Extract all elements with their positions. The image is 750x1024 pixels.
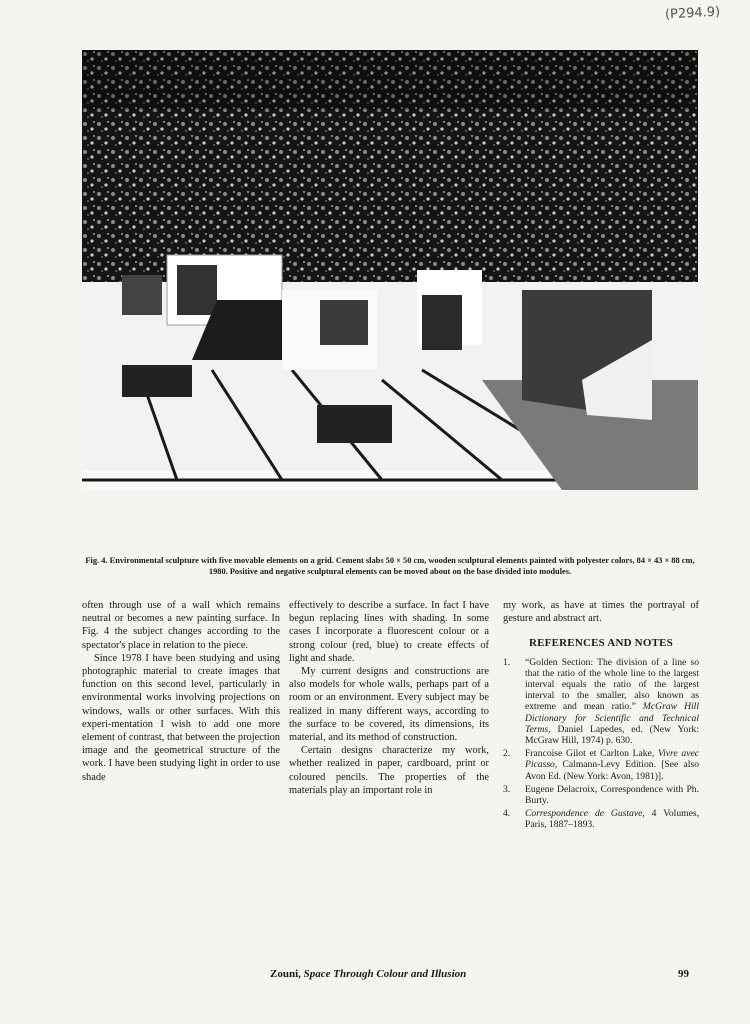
body-column-3 <box>503 599 699 833</box>
body-column-2 <box>289 599 489 797</box>
reference-number: 2. <box>503 748 511 760</box>
reference-text: Eugene Delacroix, Correspondence with Ph. Burty. <box>525 783 699 807</box>
paragraph: effectively to describe a surface. In fact I have begun replacing lines with shading. In some cases I incorporate a fluorescent colour or a strong colour (red, blue) to create effects of light and shade. <box>289 600 489 664</box>
paragraph: often through use of a wall which remains neutral or becomes a new painting surface. In Fig. 4 the subject changes according to the spectator's place in relation to the piece. <box>82 600 280 651</box>
reference-number: 3. <box>503 783 511 795</box>
body-column-1 <box>82 599 280 784</box>
reference-item <box>503 748 699 782</box>
paragraph: Certain designs characterize my work, whether realized in paper, cardboard, print or coloured pencils. The properties of the materials play an important role in <box>289 745 489 796</box>
footer-title: Space Through Colour and Illusion <box>303 968 467 980</box>
footer-author: Zouni, <box>270 968 301 980</box>
sculpture-photograph <box>82 50 698 490</box>
paragraph: Since 1978 I have been studying and using photographic material to create images that function on this second level, particularly in environmental works involving projections on windows, walls or other surfaces. With this experi-mentation I wish to add one more element of contrast, that between the projection image and the geometrical structure of the work. I have been studying light in order to use shade <box>82 652 280 783</box>
running-footer <box>270 968 466 980</box>
reference-item <box>503 657 699 747</box>
reference-text: “Golden Section: The division of a line so that the ratio of the whole line to the largest interval equals the ratio of the largest interval to the smaller, also known as extreme and mean ratio.” McGraw Hill Dictionary for Scientific and Technical Terms, Daniel Lapedes, ed. (New York: McGraw Hill, 1974) p. 630. <box>525 656 699 747</box>
figure-caption: Fig. 4. Environmental sculpture with five movable elements on a grid. Cement slabs 50 × 50 cm, wooden sculptural elements painted with polyester colors, 84 × 43 × 88 cm, 1980. Positive and negative sculptural elements can be moved about on the base divided into modules. <box>85 556 695 576</box>
figure-photo <box>82 50 698 490</box>
reference-item <box>503 784 699 806</box>
reference-number: 1. <box>503 656 511 668</box>
reference-text: Correspondence de Gustave, 4 Volumes, Paris, 1887–1893. <box>525 808 700 831</box>
reference-item <box>503 808 699 830</box>
page-number: 99 <box>678 968 689 980</box>
paragraph: my work, as have at times the portrayal of gesture and abstract art. <box>503 600 699 625</box>
handwritten-annotation: (P294.9) <box>664 4 721 23</box>
paragraph: My current designs and constructions are also models for whole walls, perhaps part of a room or an environment. Every subject may be realized in many different ways, according to the surface to be covered, its dimensions, its material, and its method of construction. <box>289 666 489 744</box>
reference-text: Francoise Gilot et Carlton Lake, Vivre avec Picasso, Calmann-Levy Edition. [See also Avon Ed. (New York: Avon, 1981)]. <box>525 748 699 782</box>
reference-number: 4. <box>503 808 511 820</box>
references-heading: REFERENCES AND NOTES <box>529 637 673 650</box>
